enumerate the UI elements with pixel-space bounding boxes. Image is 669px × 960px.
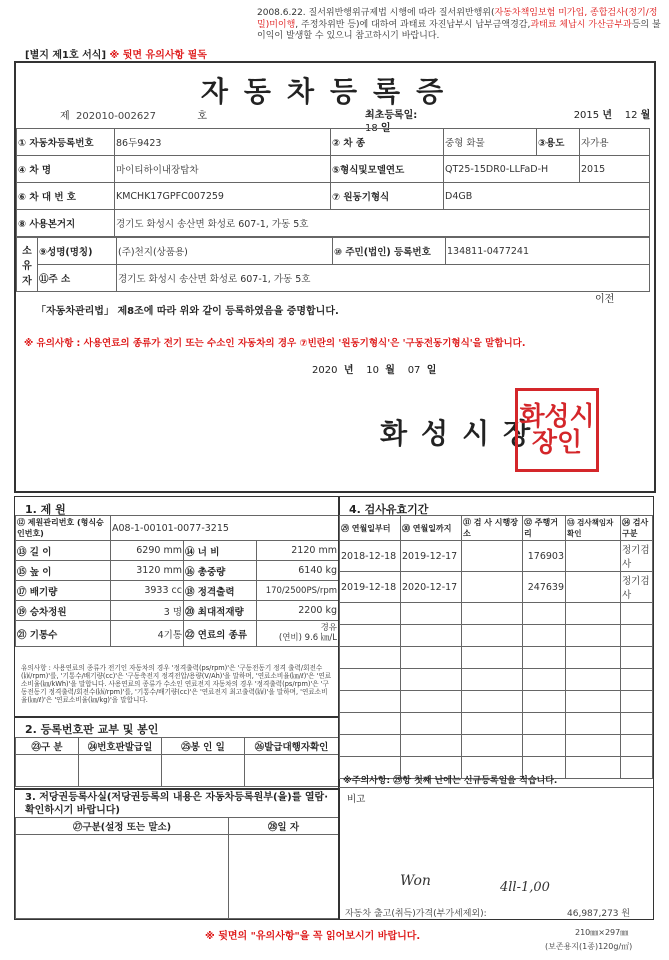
plate-title: 2. 등록번호판 교부 및 봉인	[25, 723, 159, 736]
plate-col-agent: ㉖발급대행자확인	[245, 738, 339, 755]
load-label: ⑳ 최대적재량	[184, 601, 257, 621]
cert-statement: 「자동차관리법」 제8조에 따라 위와 같이 등록하였음을 증명합니다.	[36, 306, 339, 317]
table-row	[340, 572, 653, 603]
cyl-unit: 기통	[163, 629, 182, 641]
seats-value: 3	[163, 606, 170, 618]
engine-label: ⑦ 원동기형식	[331, 183, 444, 210]
handwriting-a: Won	[400, 873, 431, 889]
power-value: 170/2500	[265, 585, 307, 596]
width-value: 2120	[291, 545, 316, 556]
use-label: ③용도	[537, 129, 580, 156]
lien-section	[14, 788, 340, 920]
footer-warning: ※ 뒷면의 "유의사항"을 꼭 읽어보시기 바랍니다.	[205, 931, 421, 942]
name-label: ④ 차 명	[17, 156, 115, 183]
insp-to: 2020-12-17	[401, 572, 462, 603]
insp-from: 2019-12-18	[340, 572, 401, 603]
power-label: ⑱ 정격출력	[184, 581, 257, 601]
type-label: ② 차 종	[331, 129, 444, 156]
inspection-title: 4. 검사유효기간	[349, 503, 429, 516]
reg-no: 86두9423	[115, 129, 331, 156]
owner-address: 경기도 화성시 송산면 화성로 607-1, 가동 5호	[117, 265, 650, 292]
owner-id-label: ⑩ 주민(법인) 등록번호	[333, 238, 446, 265]
fuel-label: ㉒ 연료의 종류	[184, 621, 257, 647]
disp-label: ⑰ 배기량	[16, 581, 111, 601]
inspection-section	[338, 496, 654, 920]
owner-name: (주)천지(상품용)	[117, 238, 333, 265]
insp-col-km: ㉜ 주행거리	[523, 516, 566, 541]
reg-no-label: ① 자동차등록번호	[17, 129, 115, 156]
insp-kind: 정기검사	[621, 572, 653, 603]
plate-col-issue: ㉔번호판발급일	[79, 738, 162, 755]
plate-col-kind: ㉓구 분	[16, 738, 79, 755]
owner-id: 134811-0477241	[446, 238, 650, 265]
price-label: 자동차 출고(취득)가격(부가세제외):	[345, 909, 487, 919]
inspection-note: ※주의사항: ㉙항 첫째 난에는 신규등록일을 적습니다.	[343, 776, 558, 786]
lien-col-date: ㉘일 자	[229, 818, 339, 835]
form-warning: ※ 뒷면 유의사항 필독	[109, 50, 207, 61]
price-value: 46,987,273 원	[567, 909, 631, 919]
insp-to: 2019-12-17	[401, 541, 462, 572]
insp-col-place: ㉛ 검 사 시행장소	[462, 516, 523, 541]
owner-side-label: 소유자	[17, 238, 38, 292]
spec-section	[14, 496, 340, 718]
lien-col-kind: ㉗구분(설정 또는 말소)	[16, 818, 229, 835]
vin: KMCHK17GPFC007259	[115, 183, 331, 210]
insp-check	[566, 541, 621, 572]
width-unit: mm	[318, 545, 337, 556]
owner-label: ⑨성명(명칭)	[38, 238, 117, 265]
issue-date: 2020 년 10 월 07 일	[312, 365, 437, 376]
insp-place	[462, 541, 523, 572]
insp-place	[462, 572, 523, 603]
seats-label: ⑲ 승차정원	[16, 601, 111, 621]
issuer: 화성시장	[380, 417, 545, 450]
insp-from: 2018-12-18	[340, 541, 401, 572]
vehicle-model: QT25-15DR0-LLFaD-H	[444, 156, 580, 183]
insp-km: 176903	[523, 541, 566, 572]
eff-value: 9.6	[304, 632, 319, 643]
mgmt-no: A08-1-00101-0077-3215	[111, 516, 339, 541]
lien-title: 3. 저당권등록사실(저당권등록의 내용은 자동차등록원부(을)를 열람·확인하시기 바랍니다)	[25, 792, 329, 816]
spec-note: 유의사항 : 사용연료의 종류가 전기인 자동차의 경우 '정격출력(ps/rpm)'은 '구동전동기 정격 출력/회전수(㎾/rpm)'를, '기통수/배기량(cc)'은 '구동축전지 정격전압/용량(V/Ah)'을 말하며, '연료소비율(㎞/ℓ)'은 '연료소비율(㎞/kWh)'을 말합니다. 사용연료의 종류가 수소인 연료전지 자동차의 경우 '정격출력(ps/rpm)'은 '구동전동기 정격출력/회전수(㎾/rpm)'를, '기통수/배기량(cc)'은 '연료전지 최고출력(㎾)'을 말하며, '연료소비율(㎞/ℓ)'은 '연료소비율(㎞/kg)'을 말합니다.	[21, 664, 332, 704]
page-title: 자동차등록증	[200, 75, 460, 108]
table-row	[340, 541, 653, 572]
fuel-value: 경유	[320, 623, 337, 634]
base-address: 경기도 화성시 송산면 화성로 607-1, 가동 5호	[115, 210, 650, 237]
seats-unit: 명	[172, 606, 182, 618]
insp-col-kind: ㉞ 검사구분	[621, 516, 653, 541]
paper-type: (보존용지(1종)120g/㎡)	[545, 942, 633, 951]
height-label: ⑮ 높 이	[16, 561, 111, 581]
weight-value: 6140	[298, 565, 323, 576]
length-unit: mm	[163, 545, 182, 556]
remarks-label: 비고	[347, 794, 366, 805]
vehicle-use: 자가용	[580, 129, 650, 156]
weight-unit: kg	[325, 565, 337, 576]
insp-km: 247639	[523, 572, 566, 603]
doc-number: 제 202010-002627 호	[60, 111, 207, 122]
insp-col-to: ㉚ 연월일까지	[401, 516, 462, 541]
weight-label: ⑯ 총중량	[184, 561, 257, 581]
vin-label: ⑥ 차 대 번 호	[17, 183, 115, 210]
vehicle-name: 마이티하이내장탑차	[115, 156, 331, 183]
addr-label: ⑪주 소	[38, 265, 117, 292]
top-notice: 2008.6.22. 질서위반행위규제법 시행에 따라 질서위반행위(자동차책임보험 미가입, 종합검사(정기/정밀)미이행, 주정차위반 등)에 대하여 과태료 자진납부시 납부금액경감,과태료 체납시 가산금부과등의 불이익이 발생할 수 있으니 참고하시기 바랍니다.	[257, 8, 661, 42]
insp-kind: 정기검사	[621, 541, 653, 572]
insp-col-check: ㉝ 검사책임자확인	[566, 516, 621, 541]
paper-size: 210㎜×297㎜	[575, 928, 629, 937]
registration-table	[16, 128, 650, 292]
plate-col-seal: ㉕봉 인 일	[162, 738, 245, 755]
base-label: ⑧ 사용본거지	[17, 210, 115, 237]
spec-title: 1. 제 원	[25, 503, 66, 516]
plate-section	[14, 716, 340, 790]
official-seal: 화성시장인	[515, 388, 599, 472]
caution-line: ※ 유의사항 : 사용연료의 종류가 전기 또는 수소인 자동차의 경우 ⑦빈란의 '원동기형식'은 '구동전동기형식'을 말합니다.	[24, 338, 526, 349]
cyl-value: 4	[157, 629, 164, 641]
height-unit: mm	[163, 565, 182, 576]
width-label: ⑭ 너 비	[184, 541, 257, 561]
load-unit: kg	[325, 605, 337, 616]
height-value: 3120	[136, 565, 161, 576]
load-value: 2200	[298, 605, 323, 616]
eff-unit: ㎞/L	[320, 632, 337, 643]
length-value: 6290	[136, 545, 161, 556]
insp-col-from: ㉙ 연월일부터	[340, 516, 401, 541]
disp-unit: cc	[171, 585, 182, 596]
eff-label: (연비)	[278, 632, 302, 643]
transfer-label: 이전	[595, 294, 615, 305]
power-unit: PS/rpm	[306, 585, 337, 596]
vehicle-type: 중형 화물	[444, 129, 537, 156]
model-year: 2015	[580, 156, 650, 183]
model-label: ⑤형식및모델연도	[331, 156, 444, 183]
form-label: [별지 제1호 서식] ※ 뒷면 유의사항 필독	[25, 50, 207, 61]
insp-check	[566, 572, 621, 603]
mgmt-label: ⑫ 제원관리번호 (형식승인번호)	[16, 516, 111, 541]
length-label: ⑬ 길 이	[16, 541, 111, 561]
first-registration: 최초등록일: 2015 년 12 월 18 일	[365, 110, 651, 134]
disp-value: 3933	[144, 585, 169, 596]
engine-type: D4GB	[444, 183, 650, 210]
handwriting-b: 4ll-1,00	[500, 880, 550, 895]
cyl-label: ㉑ 기통수	[16, 621, 111, 647]
